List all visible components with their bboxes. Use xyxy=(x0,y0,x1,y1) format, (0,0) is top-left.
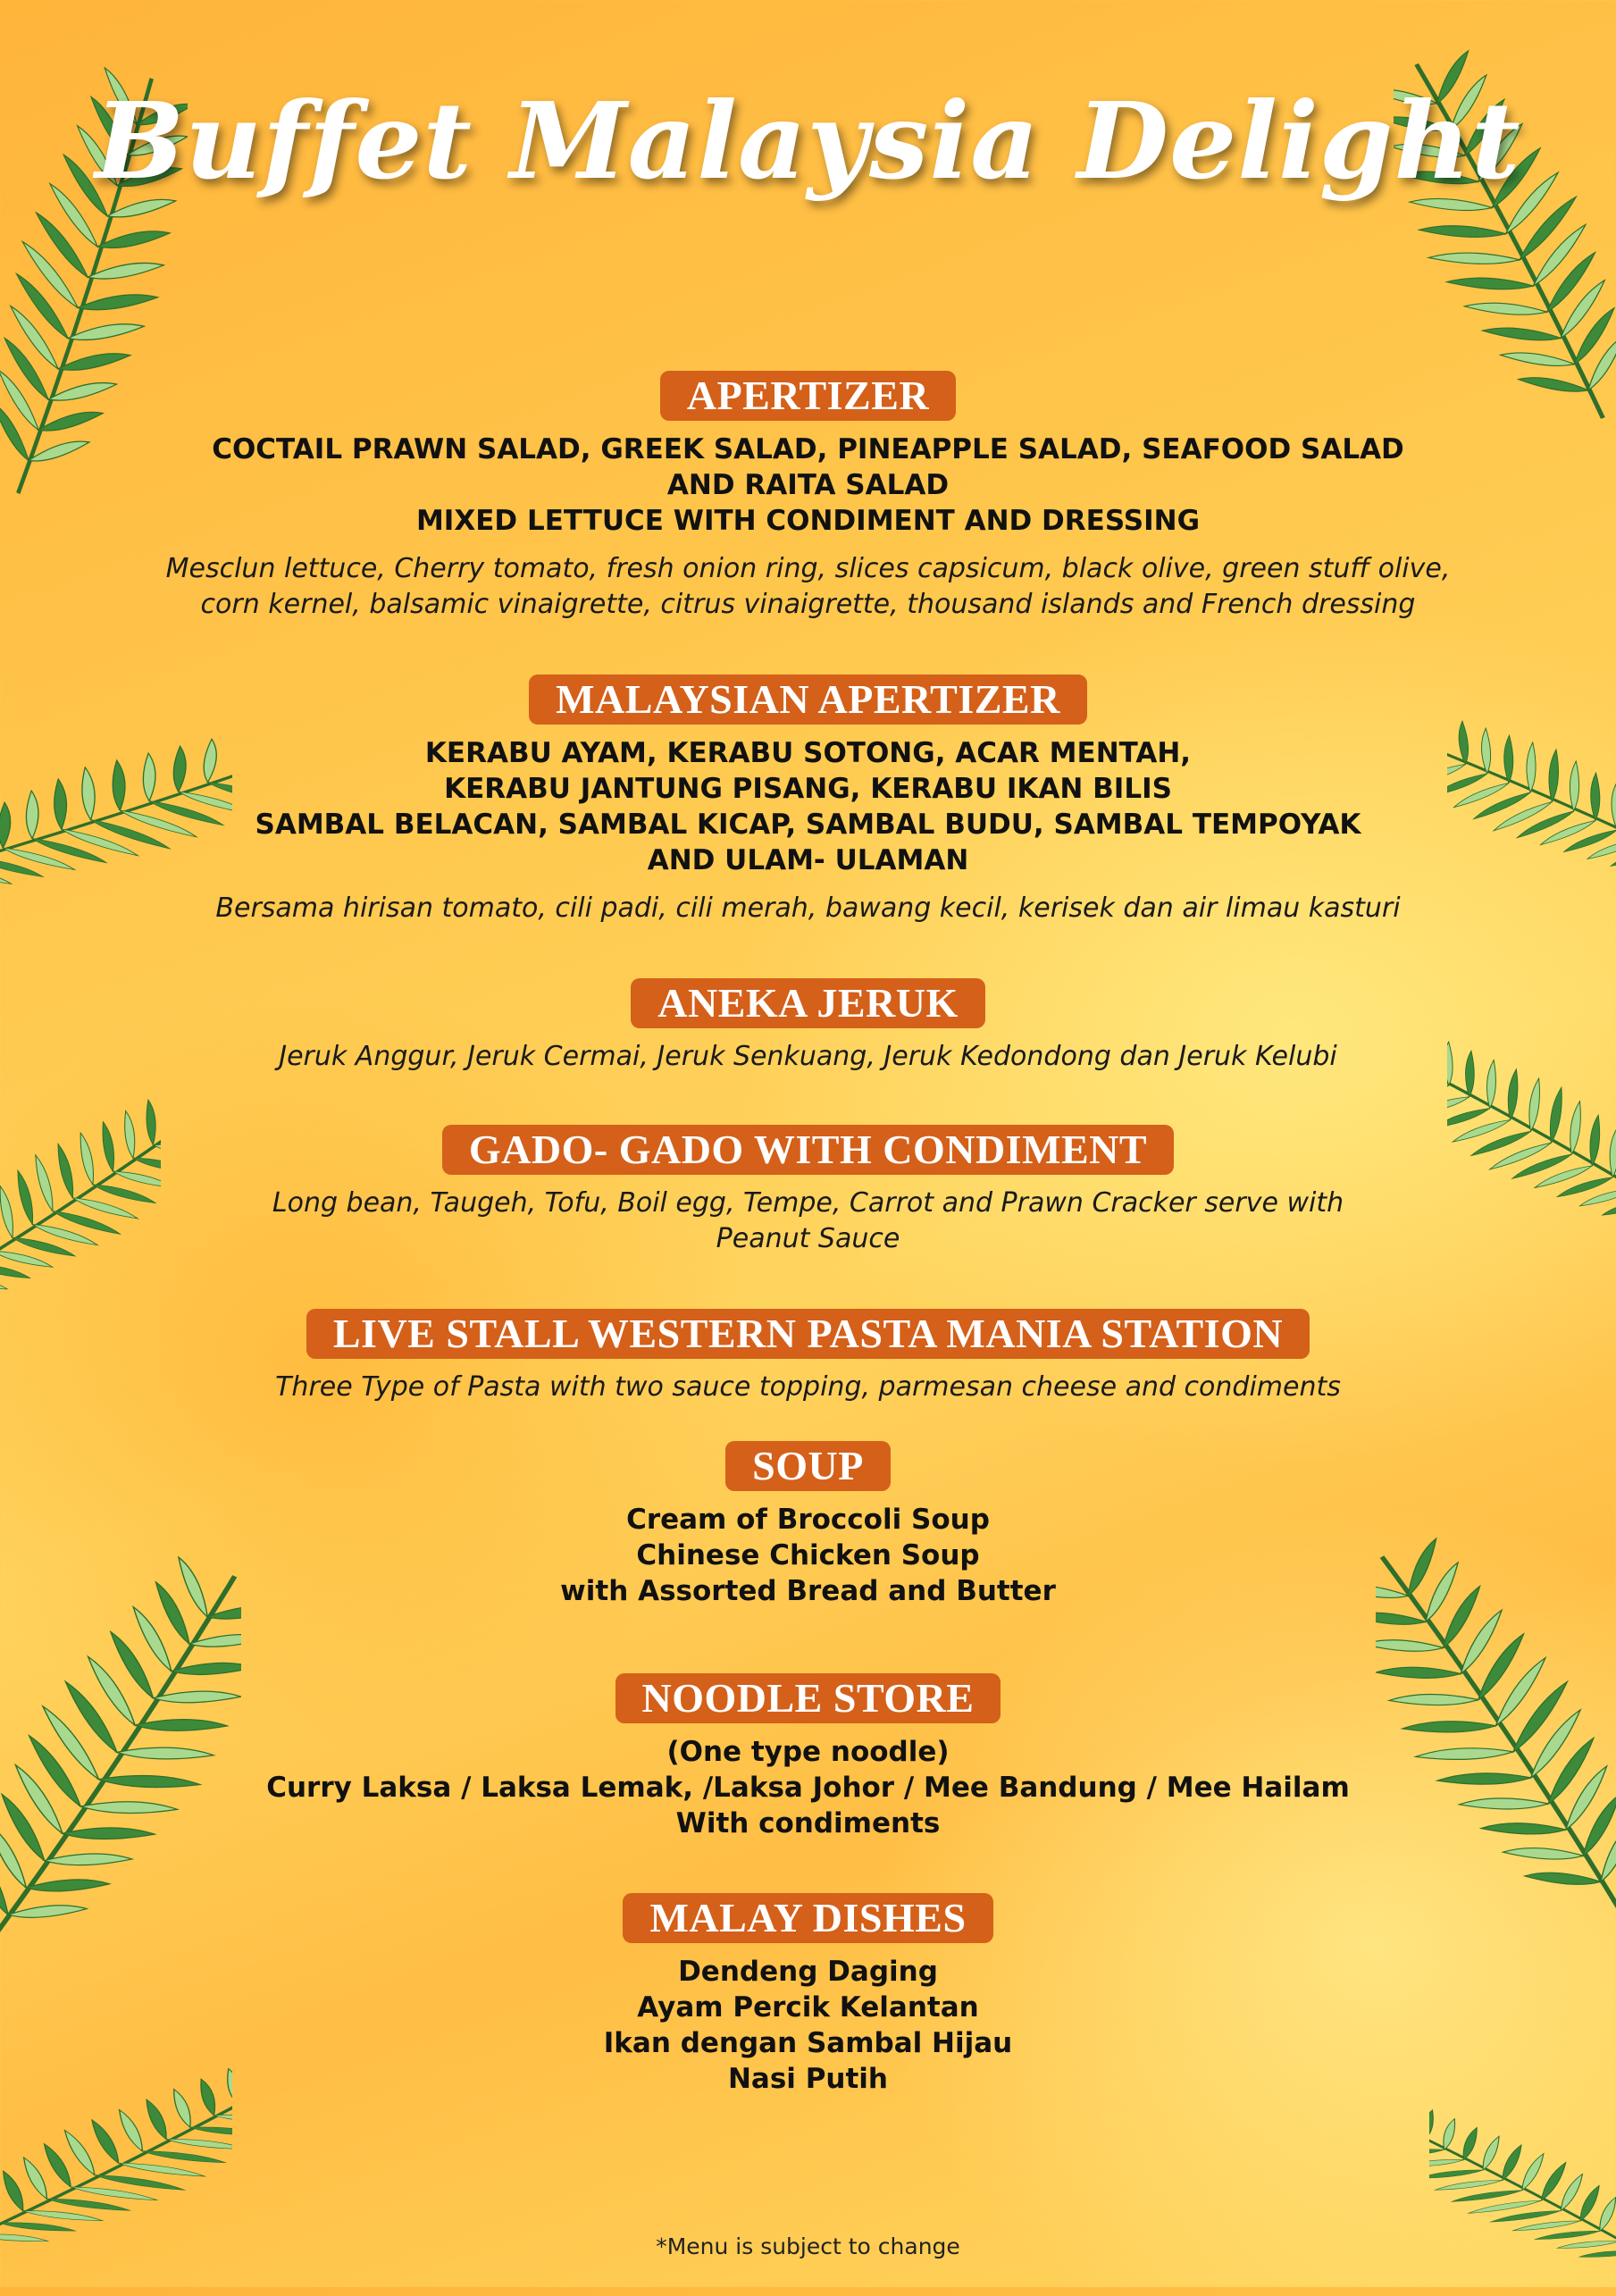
menu-section-apertizer xyxy=(0,371,1616,623)
menu-item: SAMBAL BELACAN, SAMBAL KICAP, SAMBAL BUDU, SAMBAL TEMPOYAK xyxy=(255,809,1361,841)
section-heading: ANEKA JERUK xyxy=(631,978,984,1028)
section-items xyxy=(0,1734,1616,1841)
section-description xyxy=(0,551,1616,623)
description-line: Bersama hirisan tomato, cili padi, cili merah, bawang kecil, kerisek dan air limau kasturi xyxy=(215,892,1401,924)
description-line: Jeruk Anggur, Jeruk Cermai, Jeruk Senkuang, Jeruk Kedondong dan Jeruk Kelubi xyxy=(279,1041,1337,1072)
menu-item: COCTAIL PRAWN SALAD, GREEK SALAD, PINEAPPLE SALAD, SEAFOOD SALAD xyxy=(212,433,1404,465)
section-heading: APERTIZER xyxy=(660,371,956,421)
menu-section-malay-dishes xyxy=(0,1893,1616,2097)
section-heading: GADO- GADO WITH CONDIMENT xyxy=(442,1125,1174,1175)
menu-item: with Assorted Bread and Butter xyxy=(560,1575,1056,1607)
menu-item: Chinese Chicken Soup xyxy=(636,1539,980,1571)
section-heading: SOUP xyxy=(725,1441,891,1491)
section-heading: MALAY DISHES xyxy=(623,1893,992,1943)
menu-section-gado-gado xyxy=(0,1125,1616,1257)
menu-item: Ayam Percik Kelantan xyxy=(637,1991,979,2024)
section-items xyxy=(0,1954,1616,2097)
menu-title: Buffet Malaysia Delight xyxy=(95,79,1521,203)
section-description xyxy=(0,1186,1616,1257)
section-items xyxy=(0,735,1616,878)
menu-section-pasta-station xyxy=(0,1309,1616,1405)
section-heading: MALAYSIAN APERTIZER xyxy=(529,675,1087,725)
description-line: corn kernel, balsamic vinaigrette, citrus vinaigrette, thousand islands and French dressing xyxy=(200,589,1416,620)
section-heading: NOODLE STORE xyxy=(615,1673,1001,1723)
description-line: Three Type of Pasta with two sauce topping, parmesan cheese and condiments xyxy=(275,1371,1341,1403)
menu-item: AND ULAM- ULAMAN xyxy=(647,844,969,876)
section-description xyxy=(0,1370,1616,1405)
menu-item: Curry Laksa / Laksa Lemak, /Laksa Johor / Mee Bandung / Mee Hailam xyxy=(266,1772,1350,1804)
menu-item: Dendeng Daging xyxy=(678,1956,938,1988)
section-heading: LIVE STALL WESTERN PASTA MANIA STATION xyxy=(306,1309,1310,1359)
menu-item: AND RAITA SALAD xyxy=(666,469,950,501)
menu-item: MIXED LETTUCE WITH CONDIMENT AND DRESSING xyxy=(415,505,1201,537)
menu-footnote: *Menu is subject to change xyxy=(656,2233,960,2259)
menu-section-noodle-store xyxy=(0,1673,1616,1841)
menu-item: (One type noodle) xyxy=(666,1736,950,1768)
section-description xyxy=(0,891,1616,926)
menu-item: Nasi Putih xyxy=(727,2063,889,2095)
section-items xyxy=(0,1502,1616,1609)
menu-section-malaysian-apertizer xyxy=(0,675,1616,926)
menu-item: KERABU AYAM, KERABU SOTONG, ACAR MENTAH, xyxy=(424,737,1192,769)
menu-section-soup xyxy=(0,1441,1616,1609)
menu-item: With condiments xyxy=(675,1807,941,1839)
menu-item: KERABU JANTUNG PISANG, KERABU IKAN BILIS xyxy=(444,773,1172,805)
section-items xyxy=(0,432,1616,539)
menu-item: Ikan dengan Sambal Hijau xyxy=(603,2027,1013,2059)
menu-item: Cream of Broccoli Soup xyxy=(626,1504,990,1536)
menu-content xyxy=(0,371,1616,2141)
section-description xyxy=(0,1039,1616,1075)
menu-section-aneka-jeruk xyxy=(0,978,1616,1075)
description-line: Peanut Sauce xyxy=(716,1223,900,1254)
description-line: Long bean, Taugeh, Tofu, Boil egg, Tempe, Carrot and Prawn Cracker serve with xyxy=(272,1187,1344,1219)
description-line: Mesclun lettuce, Cherry tomato, fresh onion ring, slices capsicum, black olive, green stuff olive, xyxy=(165,553,1451,584)
